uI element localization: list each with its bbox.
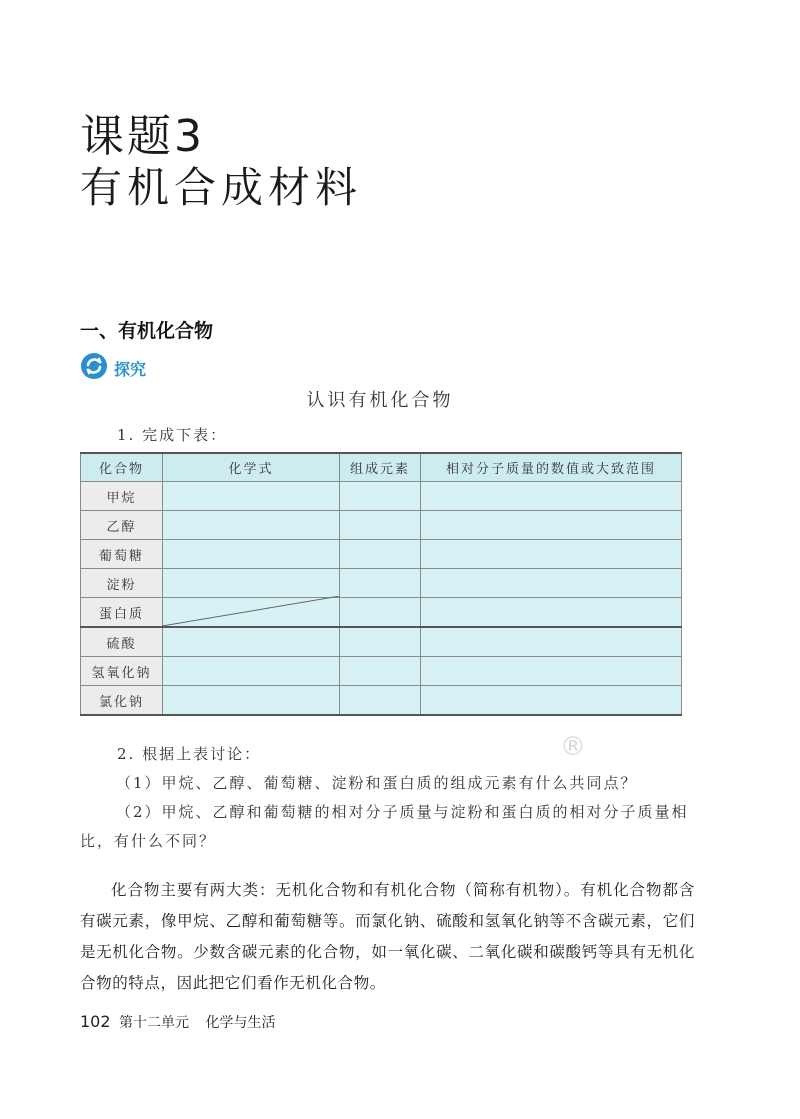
discussion-question-1: （1）甲烷、乙醇、葡萄糖、淀粉和蛋白质的组成元素有什么共同点？ (116, 774, 638, 792)
formula-cell (163, 657, 340, 686)
compound-name: 甲烷 (81, 482, 163, 511)
elements-cell (340, 482, 421, 511)
formula-cell-crossed (163, 598, 340, 628)
compound-name: 乙醇 (81, 511, 163, 540)
elements-cell (340, 598, 421, 628)
discussion-question-2: （2）甲烷、乙醇和葡萄糖的相对分子质量与淀粉和蛋白质的相对分子质量相比，有什么不同？ (80, 803, 689, 850)
elements-cell (340, 627, 421, 657)
explore-label: 探究 (114, 359, 147, 379)
explore-tag (80, 352, 146, 384)
formula-cell (163, 482, 340, 511)
unit-name: 化学与生活 (205, 1015, 276, 1031)
table-header-molecular-mass: 相对分子质量的数值或大致范围 (421, 453, 682, 482)
compound-name: 蛋白质 (81, 598, 163, 628)
elements-cell (340, 569, 421, 598)
formula-cell (163, 540, 340, 569)
formula-cell (163, 569, 340, 598)
mass-cell (421, 511, 682, 540)
table-row (81, 686, 682, 716)
mass-cell (421, 540, 682, 569)
registered-mark: ® (560, 732, 586, 762)
body-paragraph: 化合物主要有两大类：无机化合物和有机化合物（简称有机物）。有机化合物都含有碳元素，像甲烷、乙醇和葡萄糖等。而氯化钠、硫酸和氢氧化钠等不含碳元素，它们是无机化合物。少数含碳元素的化合物，如一氧化碳、二氧化碳和碳酸钙等具有无机化合物的特点，因此把它们看作无机化合物。 (80, 881, 695, 992)
mass-cell (421, 657, 682, 686)
discussion-block (80, 740, 710, 856)
elements-cell (340, 686, 421, 716)
table-header-elements: 组成元素 (340, 453, 421, 482)
page-footer (80, 1012, 275, 1032)
table-row (81, 657, 682, 686)
mass-cell (421, 627, 682, 657)
formula-cell (163, 627, 340, 657)
table-row (81, 511, 682, 540)
table-row (81, 598, 682, 628)
elements-cell (340, 511, 421, 540)
elements-cell (340, 657, 421, 686)
section-heading: 一、有机化合物 (80, 320, 214, 342)
lesson-number: 课题3 (80, 111, 205, 162)
formula-cell (163, 511, 340, 540)
elements-cell (340, 540, 421, 569)
table-row (81, 540, 682, 569)
table-row (81, 627, 682, 657)
mass-cell (421, 569, 682, 598)
table-row (81, 569, 682, 598)
page-number: 102 (80, 1012, 111, 1031)
table-header-compound: 化合物 (81, 453, 163, 482)
lesson-title: 有机合成材料 (80, 163, 363, 212)
step-2-instruction: 2. 根据上表讨论： (117, 745, 262, 763)
activity-title: 认识有机化合物 (306, 390, 454, 411)
mass-cell (421, 598, 682, 628)
mass-cell (421, 686, 682, 716)
compound-table (80, 452, 682, 716)
compound-name: 硫酸 (81, 627, 163, 657)
unit-label: 第十二单元 (119, 1015, 189, 1031)
compound-name: 葡萄糖 (81, 540, 163, 569)
table-row (81, 482, 682, 511)
table-header-row (81, 453, 682, 482)
compound-name: 淀粉 (81, 569, 163, 598)
table-header-formula: 化学式 (163, 453, 340, 482)
compound-name: 氯化钠 (81, 686, 163, 716)
formula-cell (163, 686, 340, 716)
compound-name: 氢氧化钠 (81, 657, 163, 686)
step-1-instruction: 1. 完成下表： (117, 426, 228, 444)
explore-icon (80, 352, 108, 384)
mass-cell (421, 482, 682, 511)
